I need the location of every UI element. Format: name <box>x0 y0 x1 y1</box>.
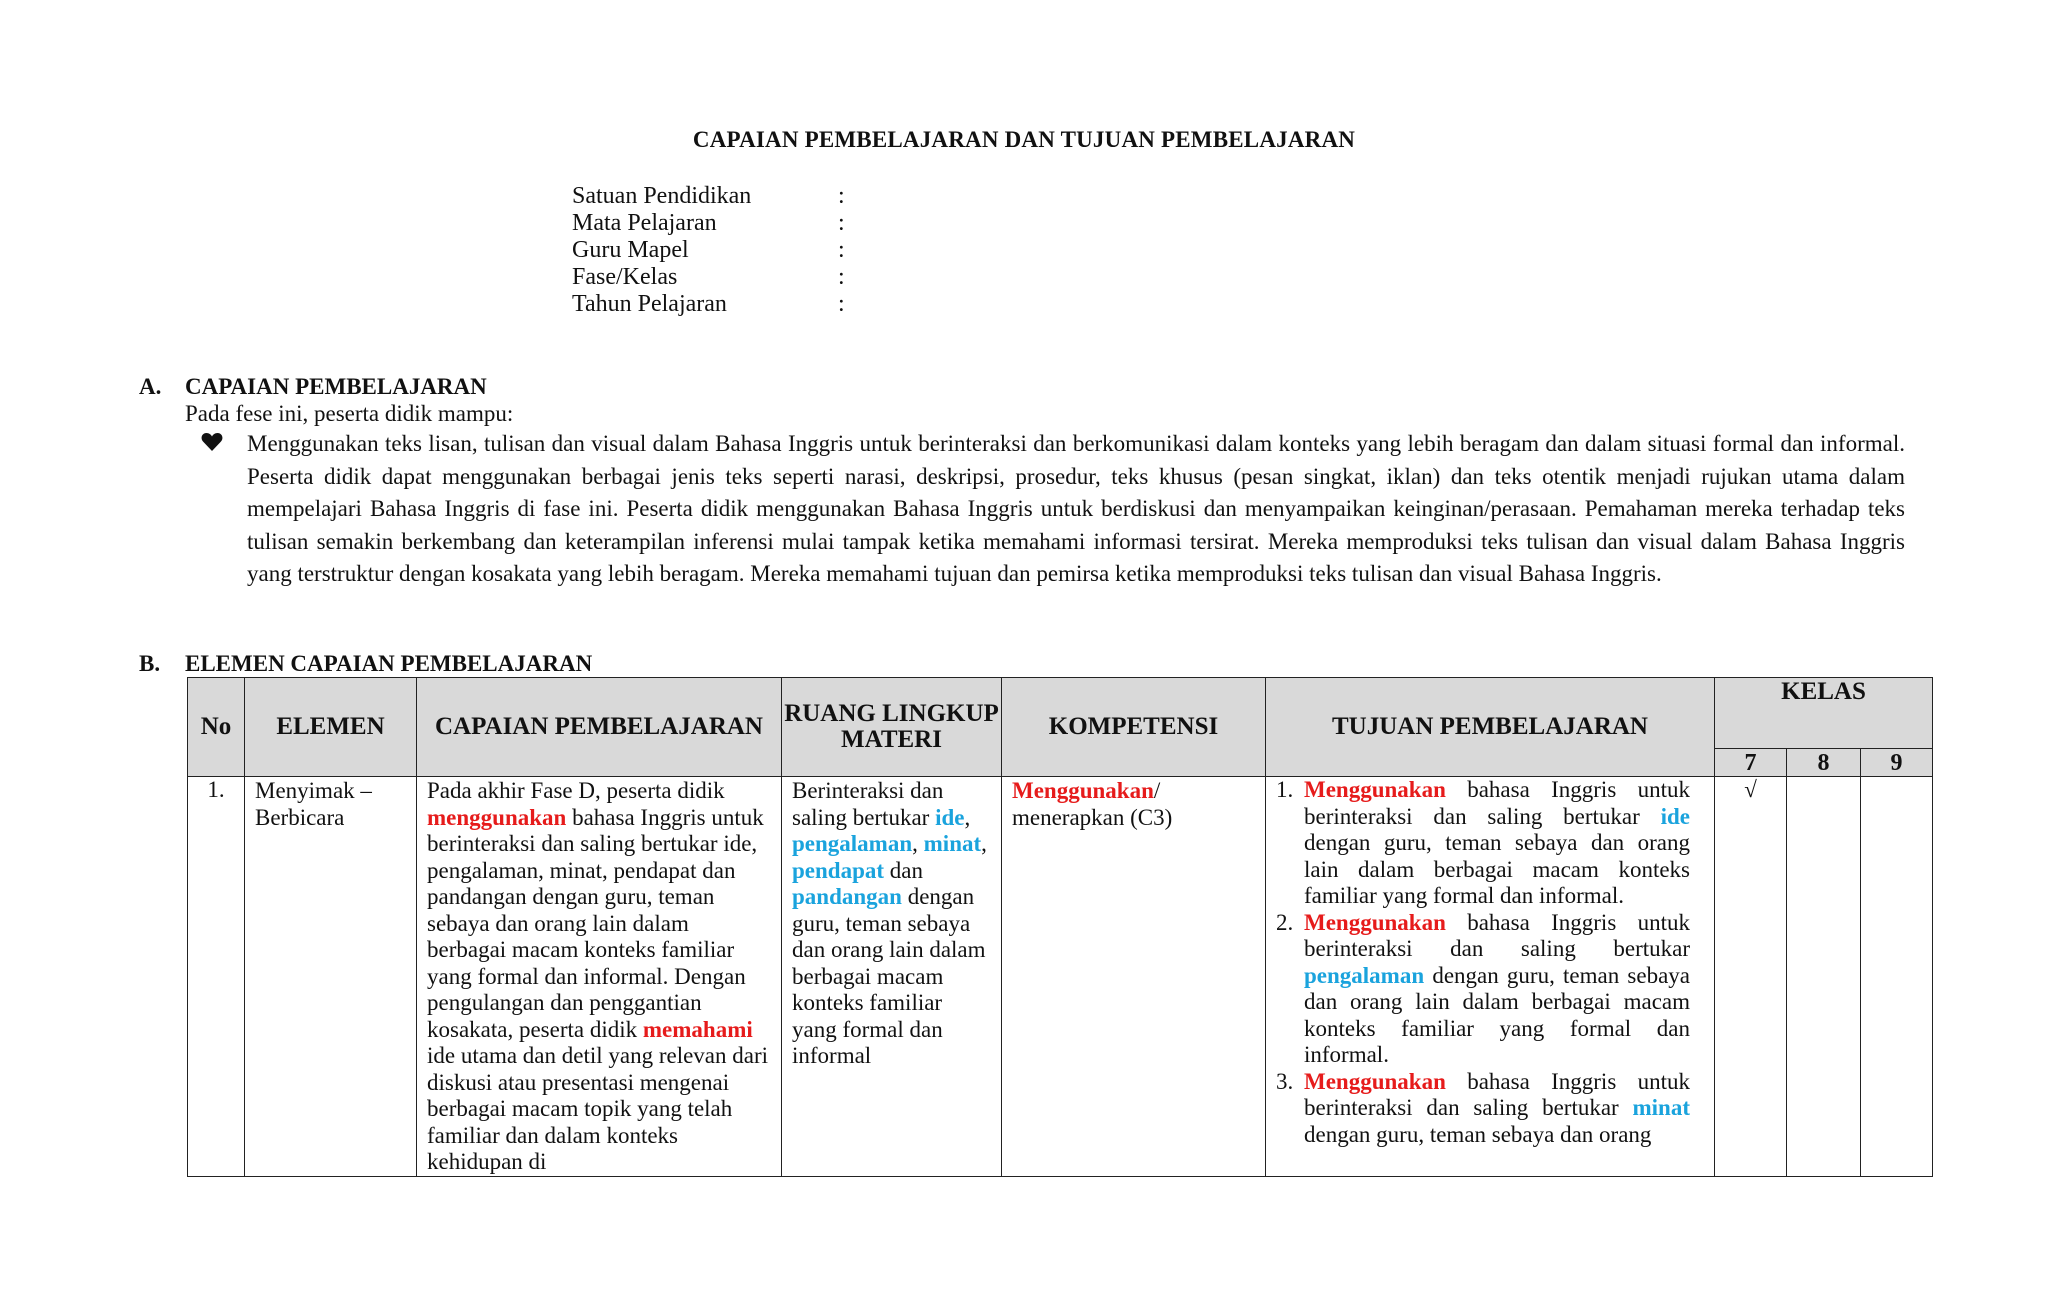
info-label: Satuan Pendidikan <box>572 183 752 209</box>
info-row-mapel <box>572 210 858 237</box>
highlight-keyword: ide <box>1660 803 1690 829</box>
header-kompetensi: KOMPETENSI <box>1002 678 1266 777</box>
table-header-row <box>188 678 1933 749</box>
text-run: , <box>964 804 971 830</box>
info-label: Fase/Kelas <box>572 264 678 290</box>
tujuan-item <box>1266 910 1714 1069</box>
header-tujuan: TUJUAN PEMBELAJARAN <box>1266 678 1715 777</box>
tujuan-list <box>1266 777 1714 1148</box>
cell-ruang-lingkup <box>782 777 1002 1177</box>
section-number: A. <box>139 374 162 399</box>
section-a-heading <box>139 374 487 400</box>
tujuan-item <box>1266 777 1714 910</box>
text-run: , <box>912 831 924 856</box>
info-label: Guru Mapel <box>572 237 689 263</box>
section-number: B. <box>139 651 161 676</box>
tujuan-text <box>1304 1069 1714 1149</box>
cell-kelas-8 <box>1787 777 1861 1177</box>
info-row-satuan <box>572 183 858 210</box>
highlight-keyword: ide <box>935 804 965 830</box>
kompetensi-text <box>1002 777 1265 831</box>
info-colon: : <box>838 183 845 209</box>
section-title: CAPAIAN PEMBELAJARAN <box>185 374 487 399</box>
info-colon: : <box>838 264 845 290</box>
header-grade-8: 8 <box>1787 749 1861 777</box>
tujuan-text <box>1304 777 1714 910</box>
text-run: bahasa Inggris untuk berinteraksi dan saling bertukar <box>1304 1068 1690 1120</box>
header-ruang-lingkup: RUANG LINGKUP MATERI <box>782 678 1002 777</box>
tujuan-item <box>1266 1069 1714 1149</box>
highlight-verb: Menggunakan <box>1012 778 1154 803</box>
identity-info-block <box>572 183 858 318</box>
elemen-text: Menyimak – Berbicara <box>255 778 372 830</box>
ruang-text <box>782 777 1001 1070</box>
info-row-fase <box>572 264 858 291</box>
tujuan-text <box>1304 910 1714 1069</box>
document-title: CAPAIAN PEMBELAJARAN DAN TUJUAN PEMBELAJARAN <box>692 127 1356 152</box>
cell-kompetensi <box>1002 777 1266 1177</box>
text-run: dengan guru, teman sebaya dan orang <box>1304 1121 1652 1147</box>
text-run: dengan guru, teman sebaya dan orang lain dalam berbagai macam konteks familiar yang formal dan informal. <box>1304 830 1690 908</box>
cell-kelas-9 <box>1861 777 1933 1177</box>
info-colon: : <box>838 210 845 236</box>
capaian-bullet-item <box>201 428 1905 591</box>
text-run: dan <box>884 857 924 883</box>
tujuan-number: 3. <box>1276 1068 1294 1094</box>
highlight-keyword: pendapat <box>792 857 885 883</box>
header-grade-9: 9 <box>1861 749 1933 777</box>
info-colon: : <box>838 237 845 263</box>
info-label: Tahun Pelajaran <box>572 291 727 317</box>
highlight-verb: Menggunakan <box>1304 1068 1446 1094</box>
table-row <box>188 777 1933 1177</box>
highlight-keyword: pengalaman <box>792 831 913 856</box>
text-run: ide utama dan detil yang relevan dari diskusi atau presentasi mengenai berbagai macam topik yang telah familiar dan dalam konteks kehidupan di <box>427 1043 769 1174</box>
capaian-paragraph: Menggunakan teks lisan, tulisan dan visual dalam Bahasa Inggris untuk berinteraksi dan berkomunikasi dalam konteks yang lebih beragam dan dalam situasi formal dan informal. Peserta didik dapat menggunakan berbagai jenis teks seperti narasi, deskripsi, prosedur, teks khusus (pesan singkat, iklan) dan teks otentik menjadi rujukan utama dalam mempelajari Bahasa Inggris di fase ini. Peserta didik menggunakan Bahasa Inggris untuk berdiskusi dan menyampaikan keinginan/perasaan. Pemahaman mereka terhadap teks tulisan semakin berkembang dan keterampilan inferensi mulai tampak ketika memahami informasi tersirat. Mereka memproduksi teks tulisan dan visual dalam Bahasa Inggris yang terstruktur dengan kosakata yang lebih beragam. Mereka memahami tujuan dan pemirsa ketika memproduksi teks tulisan dan visual Bahasa Inggris. <box>247 431 1905 586</box>
info-row-tahun <box>572 291 858 318</box>
tujuan-number: 2. <box>1276 909 1294 935</box>
highlight-verb: Menggunakan <box>1304 777 1446 802</box>
text-run: bahasa Inggris untuk berinteraksi dan saling bertukar <box>1304 909 1690 961</box>
text-run: / menerapkan (C3) <box>1012 778 1173 830</box>
highlight-keyword: pandangan <box>792 884 902 909</box>
highlight-verb: memahami <box>642 1016 753 1042</box>
text-run: bahasa Inggris untuk berinteraksi dan saling bertukar ide, pengalaman, minat, pendapat dan pandangan dengan guru, teman sebaya dan orang lain dalam berbagai macam konteks familiar yang formal dan informal. Dengan pengulangan dan penggantian kosakata, peserta didik <box>427 804 764 1042</box>
elemen-table <box>187 677 1933 1177</box>
header-kelas: KELAS <box>1715 678 1933 749</box>
capaian-text <box>417 777 781 1176</box>
info-row-guru <box>572 237 858 264</box>
section-a-intro: Pada fese ini, peserta didik mampu: <box>185 401 514 426</box>
header-elemen: ELEMEN <box>245 678 417 777</box>
highlight-verb: menggunakan <box>427 804 567 830</box>
text-run: dengan guru, teman sebaya dan orang lain dalam berbagai macam konteks familiar yang formal dan informal. <box>1304 962 1690 1067</box>
highlight-verb: Menggunakan <box>1304 909 1446 935</box>
text-run: Berinteraksi dan saling bertukar <box>792 778 944 830</box>
cell-tujuan <box>1266 777 1715 1177</box>
text-run: dengan guru, teman sebaya dan orang lain dalam berbagai macam konteks familiar yang formal dan informal <box>792 884 986 1068</box>
text-run: , <box>981 831 987 856</box>
highlight-keyword: pengalaman <box>1304 962 1425 988</box>
cell-capaian <box>417 777 782 1177</box>
cell-no: 1. <box>188 777 245 1177</box>
header-no: No <box>188 678 245 777</box>
text-run: bahasa Inggris untuk berinteraksi dan saling bertukar <box>1304 777 1690 829</box>
section-b-heading <box>139 651 592 677</box>
info-label: Mata Pelajaran <box>572 210 717 236</box>
info-colon: : <box>838 291 845 317</box>
text-run: Pada akhir Fase D, peserta didik <box>427 778 725 803</box>
highlight-keyword: minat <box>1632 1095 1690 1120</box>
header-capaian: CAPAIAN PEMBELAJARAN <box>417 678 782 777</box>
cell-kelas-7: √ <box>1715 777 1787 1177</box>
header-grade-7: 7 <box>1715 749 1787 777</box>
tujuan-number: 1. <box>1276 777 1294 802</box>
heart-bullet-icon <box>201 428 247 591</box>
section-title: ELEMEN CAPAIAN PEMBELAJARAN <box>185 651 593 676</box>
highlight-keyword: minat <box>923 831 982 856</box>
cell-elemen <box>245 777 417 1177</box>
